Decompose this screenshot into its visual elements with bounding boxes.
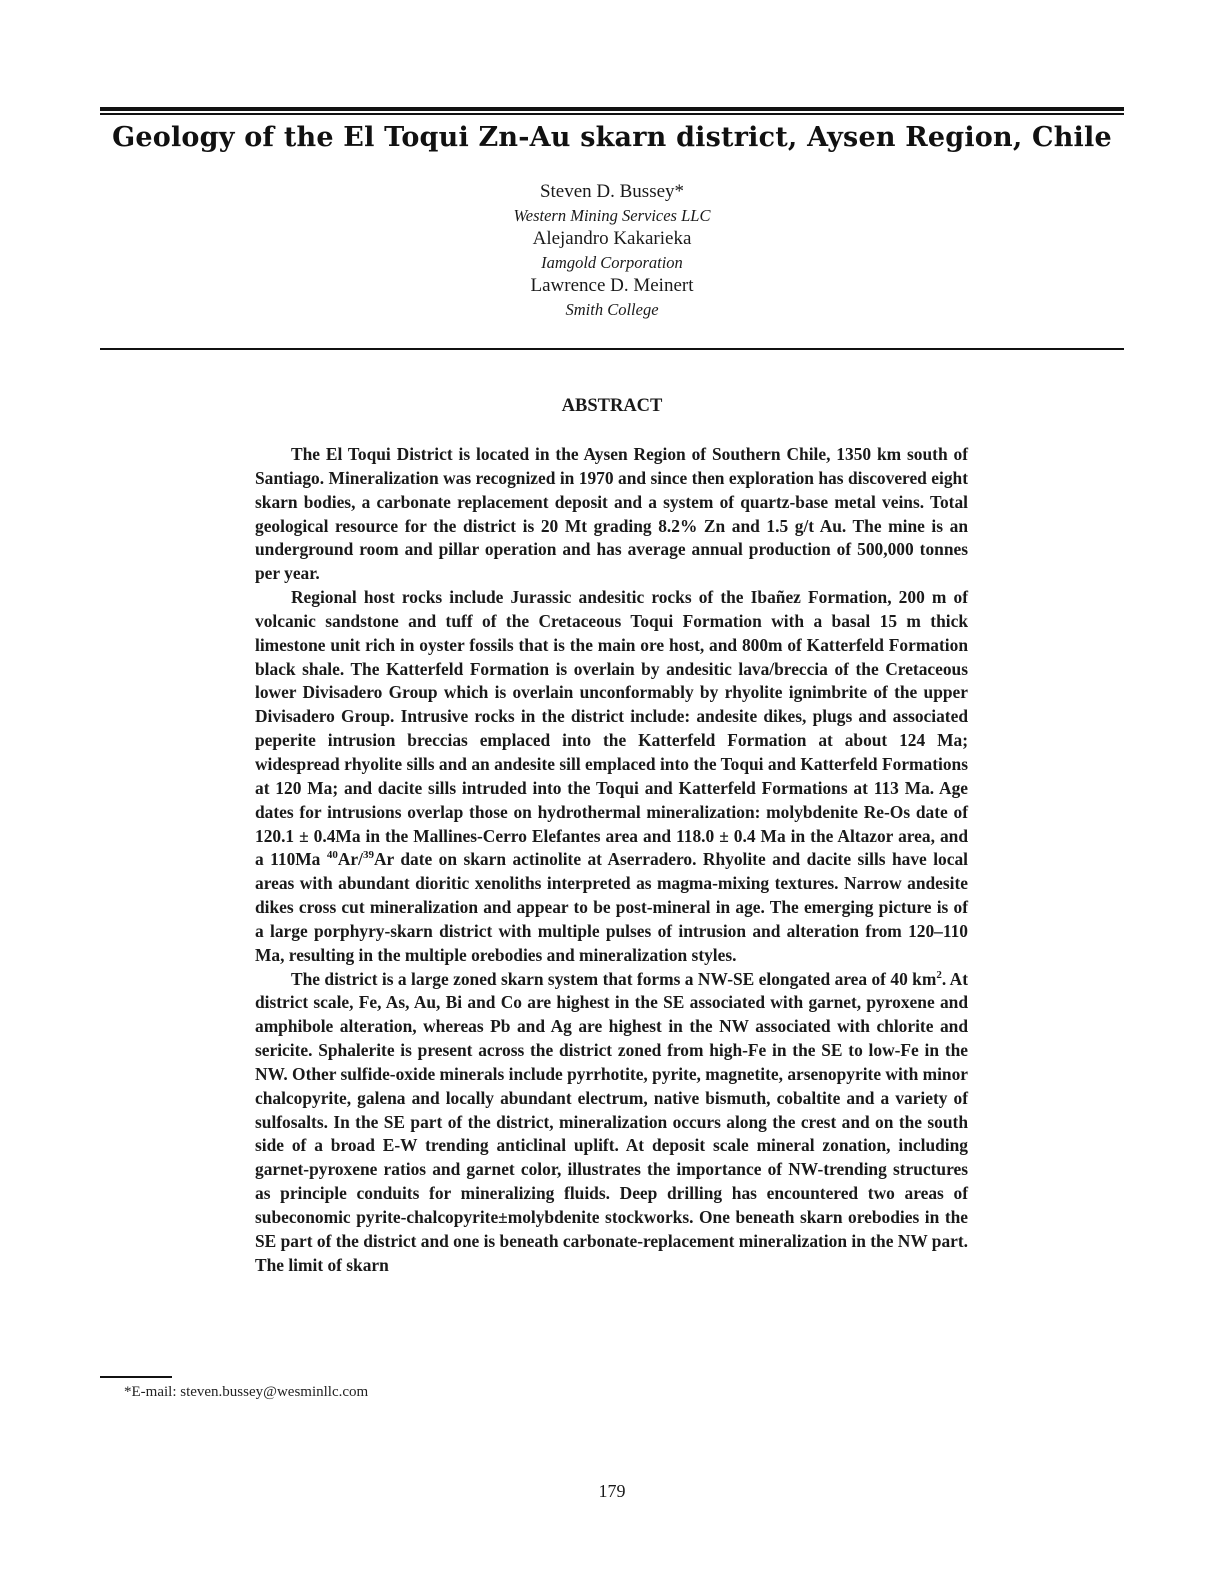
author-affiliation: Western Mining Services LLC [513,206,711,225]
paragraph-text: Regional host rocks include Jurassic andesitic rocks of the Ibañez Formation, 200 m of volcanic sandstone and tuff of the Cretaceous Toqui Formation with a basal 15 m thick limestone unit rich in oyster fossils that is the main ore host, and 800m of Katterfeld Formation black shale. The Katterfeld Formation is overlain by andesitic lava/breccia of the Cretaceous lower Divisadero Group which is overlain unconformably by rhyolite ignimbrite of the upper Divisadero Group. Intrusive rocks in the district include: andesite dikes, plugs and associated peperite intrusion breccias emplaced into the Katterfeld Formation at about 124 Ma; widespread rhyolite sills and an andesite sill emplaced into the Toqui and Katterfeld Formations at 120 Ma; and dacite sills intruded into the Toqui and Katterfeld Formations at 113 Ma. Age dates for intrusions overlap those on hydrothermal mineralization: molybdenite Re-Os date of 120.1 ± 0.4Ma in the Mallines-Cerro Elefantes area and 118.0 ± 0.4 Ma in the Altazor area, and a 110Ma [255,587,968,870]
superscript: 40 [326,849,338,862]
author-affiliation: Iamgold Corporation [541,253,683,272]
abstract-paragraph-1: The El Toqui District is located in the Aysen Region of Southern Chile, 1350 km south of Santiago. Mineralization was recognized in 1970 and since then exploration has discovered eight skarn bodies, a carbonate replacement deposit and a system of quartz-base metal veins. Total geological resource for the district is 20 Mt grading 8.2% Zn and 1.5 g/t Au. The mine is an underground room and pillar operation and has average annual production of 500,000 tonnes per year. [255,444,968,584]
paper-title: Geology of the El Toqui Zn-Au skarn district, Aysen Region, Chile [112,122,1112,153]
author-affiliation: Smith College [565,300,659,319]
footnote: *E-mail: steven.bussey@wesminllc.com [124,1384,369,1400]
paragraph-text: Ar date on skarn actinolite at Aserradero. Rhyolite and dacite sills have local areas with abundant dioritic xenoliths interpreted as magma-mixing textures. Narrow andesite dikes cross cut mineralization and appear to be post-mineral in age. The emerging picture is of a large porphyry-skarn district with multiple pulses of intrusion and alteration from 120–110 Ma, resulting in the multiple orebodies and mineralization styles. [255,849,968,965]
abstract-paragraph-3 [255,968,968,1278]
author-name: Steven D. Bussey* [539,181,685,202]
superscript: 2 [936,968,942,981]
header-rule-thin [100,113,1124,115]
abstract-heading: ABSTRACT [561,396,663,416]
superscript: 39 [362,849,374,862]
footnote-rule [100,1376,172,1378]
section-divider [100,348,1124,350]
header-rule-thick [100,107,1124,111]
author-name: Alejandro Kakarieka [532,228,692,249]
author-name: Lawrence D. Meinert [530,275,694,296]
paragraph-text: Ar/ [337,849,363,870]
author-block [100,180,1124,321]
abstract-body [255,443,968,1278]
paragraph-text: . At district scale, Fe, As, Au, Bi and Co are highest in the SE associated with garnet, pyroxene and amphibole alteration, whereas Pb and Ag are highest in the NW associated with chlorite and sericite. Sphalerite is present across the district zoned from high-Fe in the SE to low-Fe in the NW. Other sulfide-oxide minerals include pyrrhotite, pyrite, magnetite, arsenopyrite with minor chalcopyrite, galena and locally abundant electrum, native bismuth, cobaltite and a variety of sulfosalts. In the SE part of the district, mineralization occurs along the crest and on the south side of a broad E-W trending anticlinal uplift. At deposit scale mineral zonation, including garnet-pyroxene ratios and garnet color, illustrates the importance of NW-trending structures as principle conduits for mineralizing fluids. Deep drilling has encountered two areas of subeconomic pyrite-chalcopyrite±molybdenite stockworks. One beneath skarn orebodies in the SE part of the district and one is beneath carbonate-replacement mineralization in the NW part. The limit of skarn [255,968,968,1275]
abstract-paragraph-2 [255,586,968,968]
page-number: 179 [598,1481,626,1501]
paragraph-text: The district is a large zoned skarn system that forms a NW-SE elongated area of 40 km [291,968,937,989]
